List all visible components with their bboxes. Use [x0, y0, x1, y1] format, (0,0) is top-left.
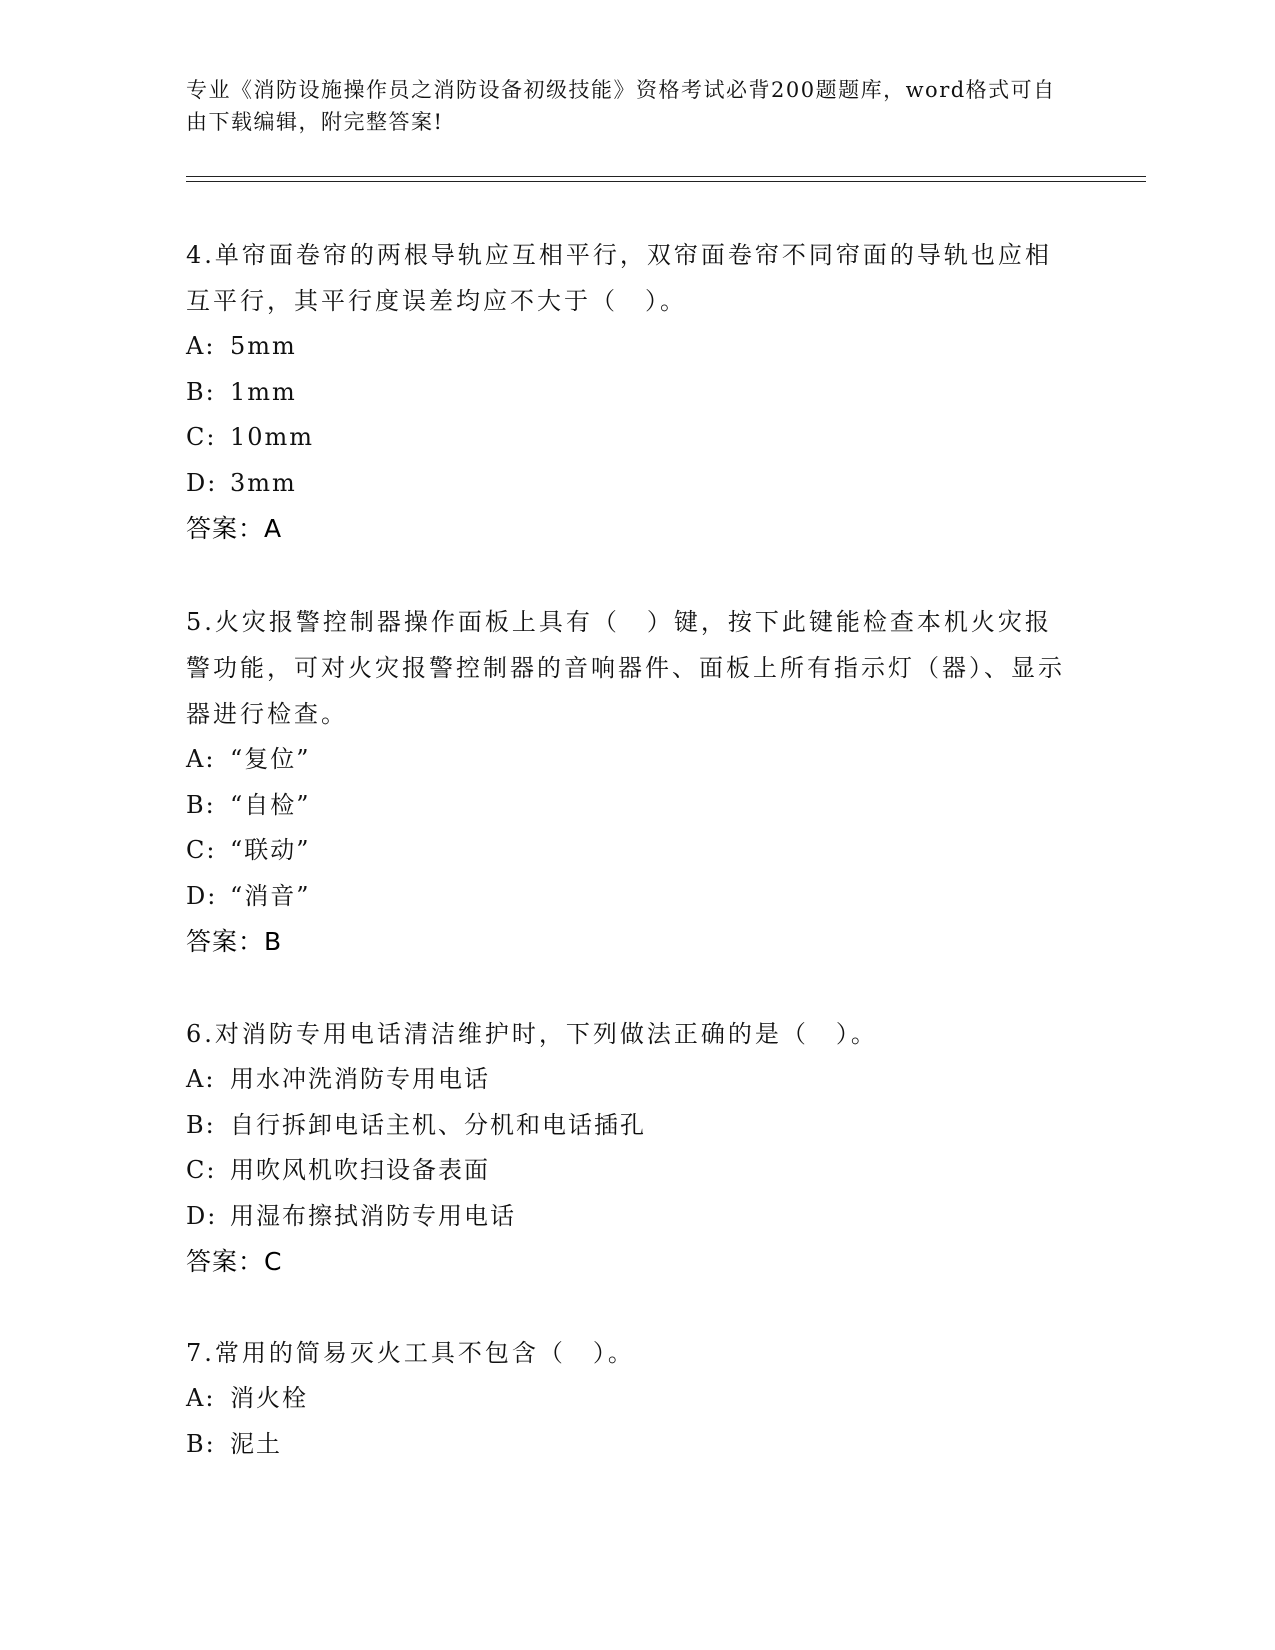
option-letter: A:: [186, 1384, 216, 1412]
option-text: 用吹风机吹扫设备表面: [230, 1156, 490, 1184]
question-stem: 6.对消防专用电话清洁维护时，下列做法正确的是（ ）。: [186, 1020, 878, 1048]
option-text: “消音”: [230, 881, 311, 910]
option-d: [186, 1194, 1066, 1240]
option-letter: C:: [186, 423, 217, 451]
option-text: 用水冲洗消防专用电话: [230, 1065, 490, 1093]
question-4: [186, 232, 1066, 552]
question-6: [186, 1011, 1066, 1285]
option-a: [186, 324, 1066, 370]
question-stem: 5.火灾报警控制器操作面板上具有（ ）键，按下此键能检查本机火灾报警功能，可对火灾报警控制器的音响器件、面板上所有指示灯（器）、显示器进行检查。: [186, 608, 1065, 728]
option-letter: B:: [186, 790, 216, 819]
option-letter: B:: [186, 1110, 216, 1139]
option-letter: B:: [186, 1429, 216, 1458]
option-a: [186, 737, 1066, 783]
option-letter: C:: [186, 1156, 217, 1184]
option-text: 3mm: [230, 468, 297, 497]
option-text: 1mm: [230, 377, 297, 406]
answer-line: 答案：B: [186, 927, 283, 956]
question-5: [186, 599, 1066, 965]
option-text: “自检”: [230, 790, 311, 819]
option-letter: D:: [186, 1201, 218, 1230]
option-b: [186, 783, 1066, 829]
option-text: 自行拆卸电话主机、分机和电话插孔: [230, 1110, 646, 1139]
header-divider-top: [186, 176, 1146, 177]
option-c: [186, 415, 1066, 461]
option-b: [186, 370, 1066, 416]
option-text: 消火栓: [230, 1384, 308, 1412]
option-a: [186, 1376, 1066, 1422]
option-letter: C:: [186, 836, 217, 864]
question-stem: 7.常用的简易灭火工具不包含（ ）。: [186, 1339, 635, 1367]
option-text: 5mm: [230, 332, 297, 360]
option-letter: B:: [186, 377, 216, 406]
header-divider-bottom: [186, 181, 1146, 182]
option-a: [186, 1057, 1066, 1103]
answer-line: 答案：C: [186, 1247, 283, 1276]
option-letter: A:: [186, 745, 216, 773]
option-text: 10mm: [230, 423, 315, 451]
option-c: [186, 1148, 1066, 1194]
option-b: [186, 1103, 1066, 1149]
option-text: 用湿布擦拭消防专用电话: [230, 1201, 516, 1230]
option-c: [186, 828, 1066, 874]
option-text: 泥土: [230, 1429, 282, 1458]
option-d: [186, 461, 1066, 507]
option-b: [186, 1422, 1066, 1468]
option-d: [186, 874, 1066, 920]
option-text: “复位”: [230, 745, 311, 773]
option-letter: A:: [186, 332, 216, 360]
question-7: [186, 1330, 1066, 1467]
option-letter: A:: [186, 1065, 216, 1093]
answer-line: 答案：A: [186, 514, 283, 543]
option-letter: D:: [186, 468, 218, 497]
option-text: “联动”: [230, 836, 311, 864]
document-header-title: 专业《消防设施操作员之消防设备初级技能》资格考试必背200题题库，word格式可自由下载编辑，附完整答案!: [186, 78, 1056, 134]
question-stem: 4.单帘面卷帘的两根导轨应互相平行，双帘面卷帘不同帘面的导轨也应相互平行，其平行度误差均应不大于（ ）。: [186, 241, 1052, 315]
option-letter: D:: [186, 881, 218, 910]
